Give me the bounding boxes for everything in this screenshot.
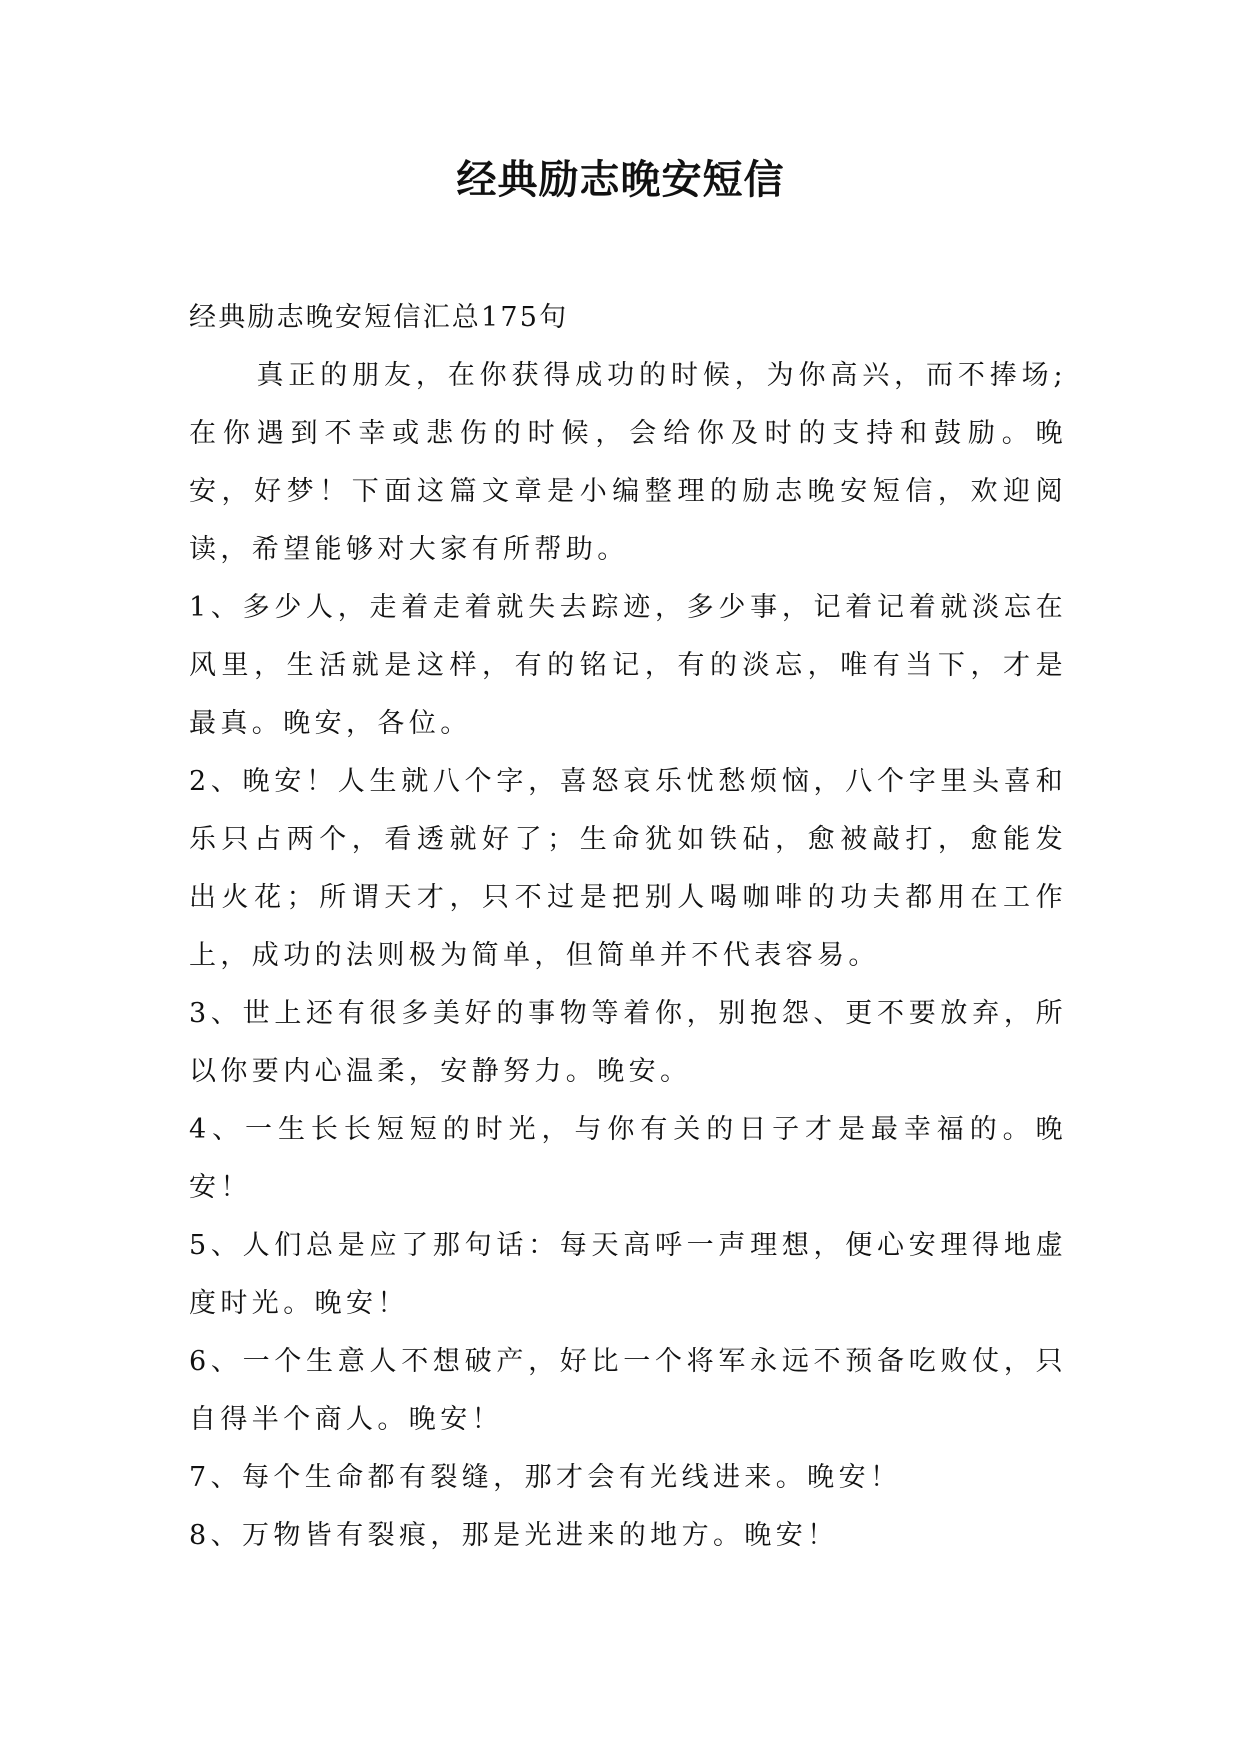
list-item: 3、世上还有很多美好的事物等着你，别抱怨、更不要放弃，所以你要内心温柔，安静努力。晚安。	[189, 998, 1067, 1087]
intro-paragraph: 真正的朋友，在你获得成功的时候，为你高兴，而不捧场;在你遇到不幸或悲伤的时候，会给你及时的支持和鼓励。晚安，好梦！下面这篇文章是小编整理的励志晚安短信，欢迎阅读，希望能够对大家有所帮助。	[189, 360, 1067, 565]
document-title: 经典励志晚安短信	[456, 156, 785, 203]
list-item: 1、多少人，走着走着就失去踪迹，多少事，记着记着就淡忘在风里，生活就是这样，有的铭记，有的淡忘，唯有当下，才是最真。晚安，各位。	[189, 592, 1067, 739]
list-item: 5、人们总是应了那句话：每天高呼一声理想，便心安理得地虚度时光。晚安！	[189, 1230, 1067, 1319]
document-body	[189, 289, 1067, 1565]
list-item: 4、一生长长短短的时光，与你有关的日子才是最幸福的。晚安！	[189, 1114, 1067, 1203]
document-subtitle: 经典励志晚安短信汇总175句	[189, 302, 569, 333]
list-item: 2、晚安！人生就八个字，喜怒哀乐忧愁烦恼，八个字里头喜和乐只占两个，看透就好了；生命犹如铁砧，愈被敲打，愈能发出火花；所谓天才，只不过是把别人喝咖啡的功夫都用在工作上，成功的法则极为简单，但简单并不代表容易。	[189, 766, 1067, 971]
list-item: 7、每个生命都有裂缝，那才会有光线进来。晚安！	[189, 1462, 902, 1493]
list-item: 8、万物皆有裂痕，那是光进来的地方。晚安！	[189, 1520, 839, 1551]
list-item: 6、一个生意人不想破产，好比一个将军永远不预备吃败仗，只自得半个商人。晚安！	[189, 1346, 1067, 1435]
